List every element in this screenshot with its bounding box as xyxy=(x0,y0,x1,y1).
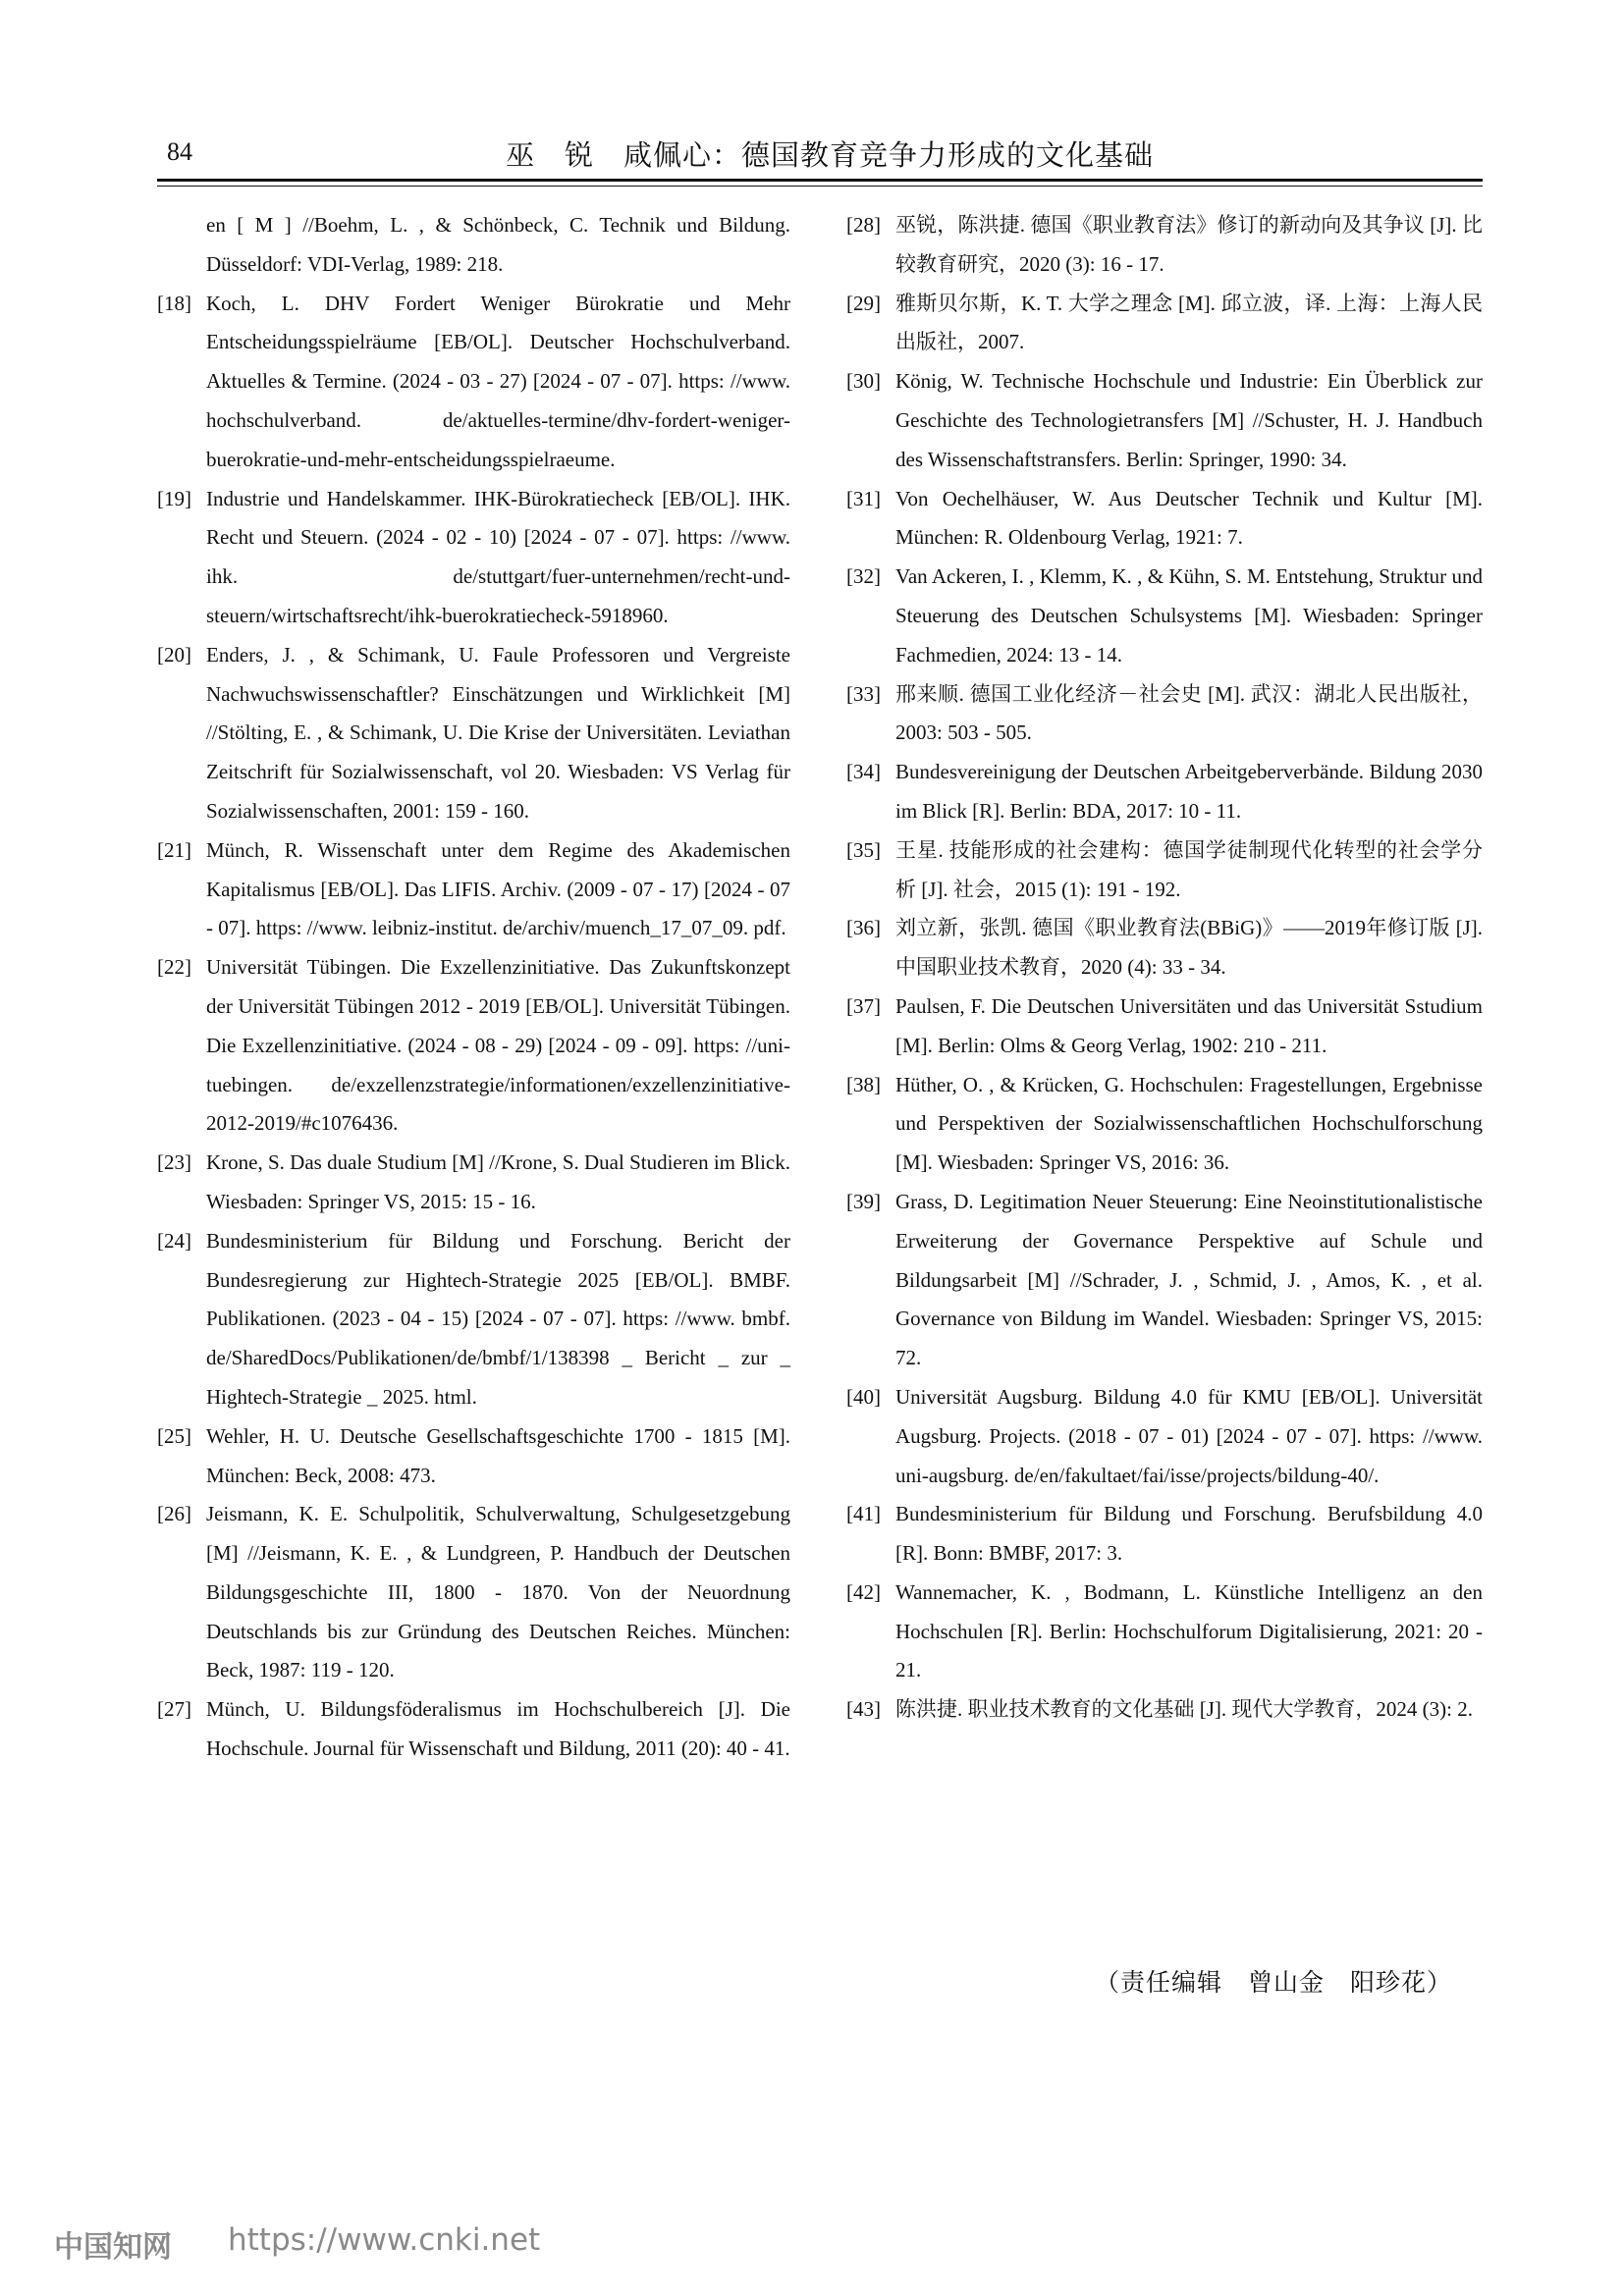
reference-number: [31] xyxy=(846,486,881,510)
reference-item xyxy=(157,285,790,480)
reference-number: [34] xyxy=(846,760,881,784)
reference-text: Jeismann, K. E. Schulpolitik, Schulverwaltung, Schulgesetzgebung [M] //Jeismann, K. E. , & Lundgreen, P. Handbuch der Deutschen Bildungsgeschichte III, 1800 - 1870. Von der Neuordnung Deutschlands bis zur Gründung des Deutschen Reiches. München: Beck, 1987: 119 - 120. xyxy=(206,1502,790,1682)
reference-item xyxy=(846,362,1483,479)
reference-item xyxy=(846,831,1483,910)
responsible-editors: （责任编辑 曾山金 阳珍花） xyxy=(1095,1968,1453,1997)
reference-number: [23] xyxy=(157,1150,191,1175)
reference-number: [42] xyxy=(846,1579,881,1604)
reference-text: Wehler, H. U. Deutsche Gesellschaftsgeschichte 1700 - 1815 [M]. München: Beck, 2008: 473. xyxy=(206,1423,790,1487)
reference-text: Van Ackeren, I. , Klemm, K. , & Kühn, S. M. Entstehung, Struktur und Steuerung des Deutschen Schulsystems [M]. Wiesbaden: Springer Fachmedien, 2024: 13 - 14. xyxy=(895,564,1483,667)
reference-item xyxy=(157,1222,790,1417)
reference-item xyxy=(846,285,1483,363)
reference-text: Universität Tübingen. Die Exzellenzinitiative. Das Zukunftskonzept der Universität Tübingen 2012 - 2019 [EB/OL]. Universität Tübingen. Die Exzellenzinitiative. (2024 - 08 - 29) [2024 - 09 - 09]. https: //uni-tuebingen. de/exzellenzstrategie/informationen/exzellenzinitiative-2012-2019/#c1076436. xyxy=(206,955,790,1136)
left-column xyxy=(157,206,790,1769)
reference-text: Bundesvereinigung der Deutschen Arbeitgeberverbände. Bildung 2030 im Blick [R]. Berlin: BDA, 2017: 10 - 11. xyxy=(895,760,1483,823)
reference-number: [40] xyxy=(846,1384,881,1409)
reference-text: Hüther, O. , & Krücken, G. Hochschulen: Fragestellungen, Ergebnisse und Perspektiven der Sozialwissenschaftlichen Hochschulforschung [M]. Wiesbaden: Springer VS, 2016: 36. xyxy=(895,1072,1483,1175)
reference-text: Münch, R. Wissenschaft unter dem Regime des Akademischen Kapitalismus [EB/OL]. Das LIFIS. Archiv. (2009 - 07 - 17) [2024 - 07 - 07]. https: //www. leibniz-institut. de/archiv/muench_17_07_09. pdf. xyxy=(206,837,790,940)
page-header xyxy=(157,130,1483,181)
reference-item xyxy=(157,1495,790,1690)
reference-item xyxy=(846,480,1483,559)
reference-number: [22] xyxy=(157,955,191,980)
reference-text: Universität Augsburg. Bildung 4.0 für KMU [EB/OL]. Universität Augsburg. Projects. (2018 - 07 - 01) [2024 - 07 - 07]. https: //www. uni-augsburg. de/en/fakultaet/fai/isse/projects/bildung-40/. xyxy=(895,1384,1483,1487)
reference-item xyxy=(157,831,790,948)
header-rule-thin xyxy=(157,186,1483,187)
reference-text: Grass, D. Legitimation Neuer Steuerung: Eine Neoinstitutionalistische Erweiterung der Governance Perspektive auf Schule und Bildungsarbeit [M] //Schrader, J. , Schmid, J. , Amos, K. , et al. Governance von Bildung im Wandel. Wiesbaden: Springer VS, 2015: 72. xyxy=(895,1189,1483,1370)
reference-number: [41] xyxy=(846,1502,881,1526)
reference-number: [26] xyxy=(157,1502,191,1526)
reference-item xyxy=(846,1690,1483,1730)
reference-number: [25] xyxy=(157,1423,191,1448)
reference-item xyxy=(846,1495,1483,1574)
reference-number: [35] xyxy=(846,837,881,862)
reference-item xyxy=(157,1144,790,1222)
reference-number: [28] xyxy=(846,213,881,237)
reference-text: Bundesministerium für Bildung und Forschung. Berufsbildung 4.0 [R]. Bonn: BMBF, 2017: 3. xyxy=(895,1502,1483,1566)
reference-number: [18] xyxy=(157,291,191,315)
cnki-watermark-brand: 中国知网 xyxy=(54,2230,172,2265)
right-column xyxy=(846,206,1483,1730)
reference-item xyxy=(846,1378,1483,1495)
reference-number: [21] xyxy=(157,837,191,862)
reference-item xyxy=(846,1574,1483,1690)
reference-number: [33] xyxy=(846,681,881,706)
header-rule-thick xyxy=(157,179,1483,182)
page-number: 84 xyxy=(167,137,192,166)
reference-number: [29] xyxy=(846,291,881,315)
reference-number: [39] xyxy=(846,1189,881,1213)
reference-text: Koch, L. DHV Fordert Weniger Bürokratie und Mehr Entscheidungsspielräume [EB/OL]. Deutscher Hochschulverband. Aktuelles & Termine. (2024 - 03 - 27) [2024 - 07 - 07]. https: //www. hochschulverband. de/aktuelles-termine/dhv-fordert-weniger-buerokratie-und-mehr-entscheidungsspielraeume. xyxy=(206,291,790,471)
reference-number: [19] xyxy=(157,486,191,510)
reference-item xyxy=(157,1417,790,1496)
reference-text: Enders, J. , & Schimank, U. Faule Professoren und Vergreiste Nachwuchswissenschaftler? Einschätzungen und Wirklichkeit [M] //Stölting, E. , & Schimank, U. Die Krise der Universitäten. Leviathan Zeitschrift für Sozialwissenschaft, vol 20. Wiesbaden: VS Verlag für Sozialwissenschaften, 2001: 159 - 160. xyxy=(206,642,790,823)
reference-number: [32] xyxy=(846,564,881,589)
reference-continuation xyxy=(157,206,790,285)
reference-text: Münch, U. Bildungsföderalismus im Hochschulbereich [J]. Die Hochschule. Journal für Wissenschaft und Bildung, 2011 (20): 40 - 41. xyxy=(206,1697,790,1761)
reference-text: 邢来顺. 德国工业化经济－社会史 [M]. 武汉：湖北人民出版社，2003: 503 - 505. xyxy=(895,681,1483,745)
reference-item xyxy=(157,480,790,636)
reference-text: Bundesministerium für Bildung und Forschung. Bericht der Bundesregierung zur Hightech-Strategie 2025 [EB/OL]. BMBF. Publikationen. (2023 - 04 - 15) [2024 - 07 - 07]. https: //www. bmbf. de/SharedDocs/Publikationen/de/bmbf/1/138398 _ Bericht _ zur _ Hightech-Strategie _ 2025. html. xyxy=(206,1228,790,1409)
reference-number: [37] xyxy=(846,993,881,1018)
reference-text: 王星. 技能形成的社会建构：德国学徒制现代化转型的社会学分析 [J]. 社会，2015 (1): 191 - 192. xyxy=(895,837,1483,901)
reference-number: [24] xyxy=(157,1228,191,1253)
reference-number: [30] xyxy=(846,369,881,394)
reference-text: 雅斯贝尔斯，K. T. 大学之理念 [M]. 邱立波，译. 上海：上海人民出版社，2007. xyxy=(895,291,1483,354)
reference-text: König, W. Technische Hochschule und Industrie: Ein Überblick zur Geschichte des Technologietransfers [M] //Schuster, H. J. Handbuch des Wissenschaftstransfers. Berlin: Springer, 1990: 34. xyxy=(895,369,1483,471)
reference-item xyxy=(846,909,1483,988)
reference-item xyxy=(846,988,1483,1066)
reference-text: Industrie und Handelskammer. IHK-Bürokratiecheck [EB/OL]. IHK. Recht und Steuern. (2024 - 02 - 10) [2024 - 07 - 07]. https: //www. ihk. de/stuttgart/fuer-unternehmen/recht-und-steuern/wirtschaftsrecht/ihk-buerokratiecheck-5918960. xyxy=(206,486,790,627)
reference-item xyxy=(157,948,790,1144)
reference-item xyxy=(846,753,1483,831)
reference-number: [27] xyxy=(157,1697,191,1722)
reference-text: 陈洪捷. 职业技术教育的文化基础 [J]. 现代大学教育，2024 (3): 2. xyxy=(895,1697,1473,1722)
reference-text: Wannemacher, K. , Bodmann, L. Künstliche Intelligenz an den Hochschulen [R]. Berlin: Hochschulforum Digitalisierung, 2021: 20 - 21. xyxy=(895,1579,1483,1682)
reference-number: [43] xyxy=(846,1697,881,1722)
cnki-watermark-url: https://www.cnki.net xyxy=(228,2222,541,2258)
reference-item xyxy=(846,675,1483,754)
reference-text: en [ M ] //Boehm, L. , & Schönbeck, C. Technik und Bildung. Düsseldorf: VDI-Verlag, 1989: 218. xyxy=(206,213,790,276)
reference-item xyxy=(157,1690,790,1769)
reference-text: Von Oechelhäuser, W. Aus Deutscher Technik und Kultur [M]. München: R. Oldenbourg Verlag, 1921: 7. xyxy=(895,486,1483,550)
reference-text: 巫锐，陈洪捷. 德国《职业教育法》修订的新动向及其争议 [J]. 比较教育研究，2020 (3): 16 - 17. xyxy=(895,213,1484,276)
reference-item xyxy=(846,558,1483,674)
reference-number: [20] xyxy=(157,642,191,667)
running-title: 巫 锐 咸佩心：德国教育竞争力形成的文化基础 xyxy=(506,138,1155,172)
reference-text: Krone, S. Das duale Studium [M] //Krone, S. Dual Studieren im Blick. Wiesbaden: Springer VS, 2015: 15 - 16. xyxy=(206,1150,790,1213)
reference-text: 刘立新，张凯. 德国《职业教育法(BBiG)》——2019年修订版 [J]. 中国职业技术教育，2020 (4): 33 - 34. xyxy=(895,916,1483,980)
reference-item xyxy=(846,1066,1483,1183)
reference-number: [38] xyxy=(846,1072,881,1096)
reference-item xyxy=(157,636,790,831)
reference-item xyxy=(846,206,1483,285)
reference-text: Paulsen, F. Die Deutschen Universitäten und das Universität Sstudium [M]. Berlin: Olms & Georg Verlag, 1902: 210 - 211. xyxy=(895,993,1483,1057)
reference-number: [36] xyxy=(846,916,881,940)
reference-item xyxy=(846,1183,1483,1378)
